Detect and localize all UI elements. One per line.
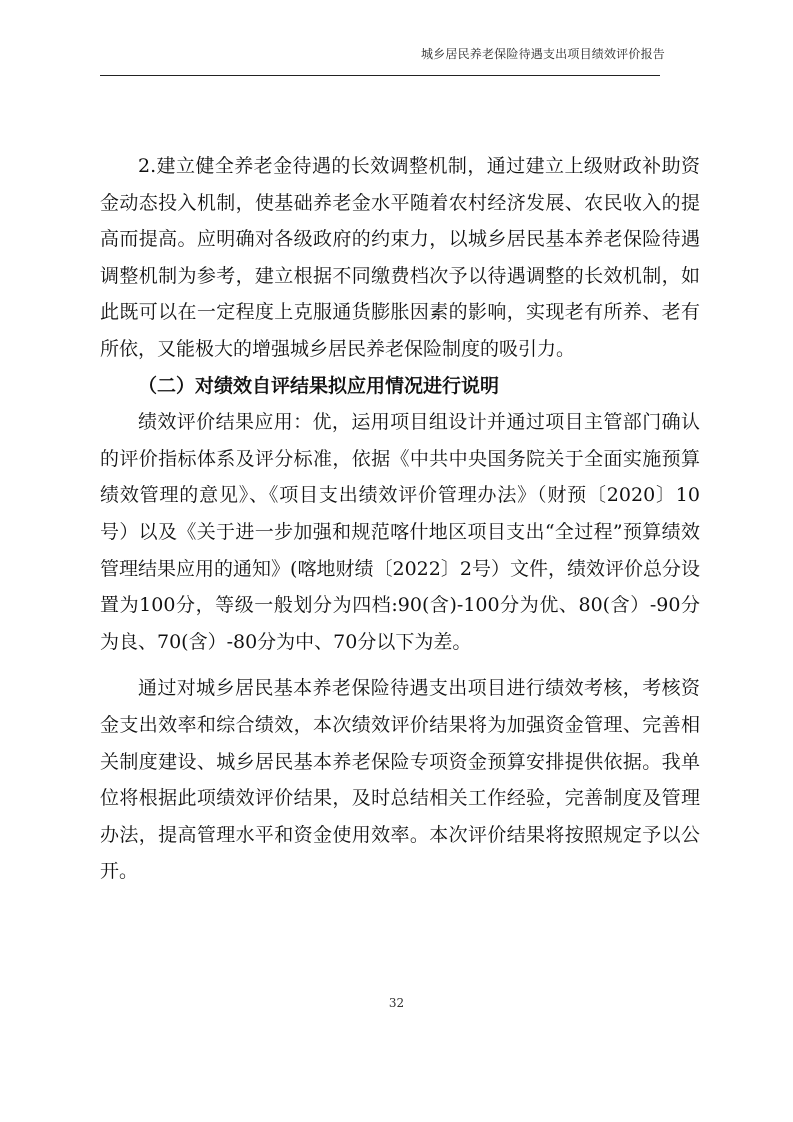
page-number: 32: [388, 996, 405, 1010]
paragraph-adjustment-mechanism: 2.建立健全养老金待遇的长效调整机制，通过建立上级财政补助资金动态投入机制，使基础养老金水平随着农村经济发展、农民收入的提高而提高。应明确对各级政府的约束力，以城乡居民基本养老保险待遇调整机制为参考，建立根据不同缴费档次予以待遇调整的长效机制，如此既可以在一定程度上克服通货膨胀因素的影响，实现老有所养、老有所依，又能极大的增强城乡居民养老保险制度的吸引力。: [100, 155, 700, 360]
paragraph-performance-assessment: 通过对城乡居民基本养老保险待遇支出项目进行绩效考核，考核资金支出效率和综合绩效，本次绩效评价结果将为加强资金管理、完善相关制度建设、城乡居民基本养老保险专项资金预算安排提供依据。我单位将根据此项绩效评价结果，及时总结相关工作经验，完善制度及管理办法，提高管理水平和资金使用效率。本次评价结果将按照规定予以公开。: [100, 677, 700, 883]
header-divider: [100, 75, 660, 76]
running-header: 城乡居民养老保险待遇支出项目绩效评价报告: [420, 47, 665, 61]
paragraph-evaluation-application: 绩效评价结果应用：优，运用项目组设计并通过项目主管部门确认的评价指标体系及评分标准，依据《中共中央国务院关于全面实施预算绩效管理的意见》、《项目支出绩效评价管理办法》（财预〔2020〕10号）以及《关于进一步加强和规范喀什地区项目支出“全过程”预算绩效管理结果应用的通知》(喀地财绩〔2022〕2号）文件，绩效评价总分设置为100分，等级一般划分为四档:90(含)-100分为优、80(含）-90分为良、70(含）-80分为中、70分以下为差。: [100, 411, 700, 653]
document-body: [100, 148, 700, 890]
section-heading-self-evaluation: （二）对绩效自评结果拟应用情况进行说明: [138, 374, 500, 397]
